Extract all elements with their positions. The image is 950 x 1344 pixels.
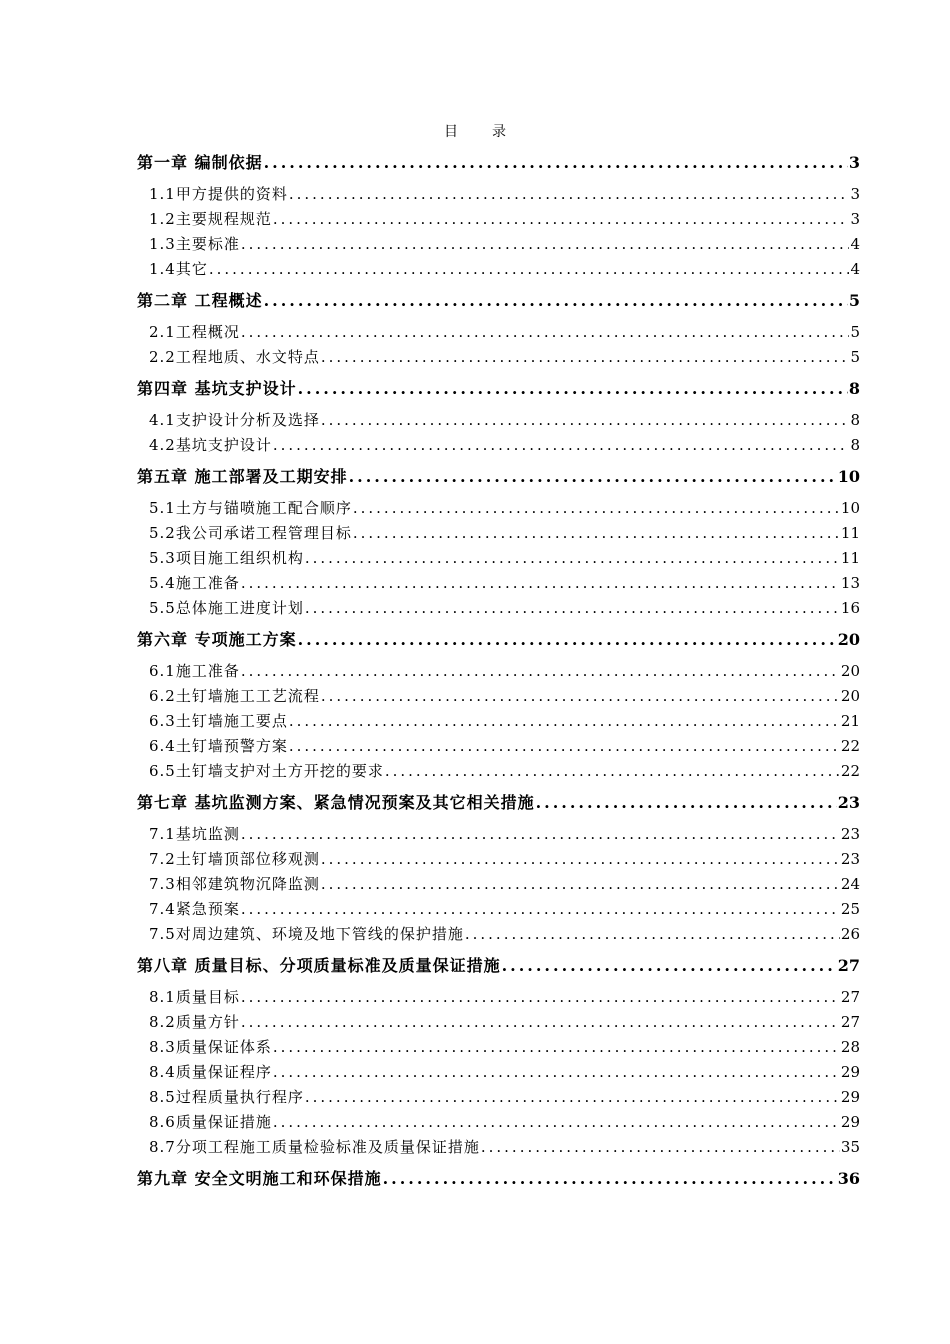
toc-section-entry[interactable]	[137, 1035, 860, 1060]
toc-section-entry[interactable]	[137, 521, 860, 546]
toc-page-number: 23	[837, 793, 860, 812]
toc-leader-dots	[289, 709, 840, 734]
toc-leader-dots	[289, 734, 840, 759]
toc-entry-label: 第二章 工程概述	[137, 291, 263, 310]
toc-section-entry[interactable]	[137, 408, 860, 433]
toc-entry-label: 6.3土钉墙施工要点	[149, 712, 288, 730]
toc-leader-dots	[321, 345, 850, 370]
toc-section-entry[interactable]	[137, 207, 860, 232]
toc-leader-dots	[241, 571, 840, 596]
toc-page-number: 22	[840, 762, 860, 780]
toc-entry-label: 1.4其它	[149, 260, 208, 278]
toc-section-entry[interactable]	[137, 897, 860, 922]
toc-section-entry[interactable]	[137, 345, 860, 370]
toc-chapter-entry[interactable]	[137, 462, 860, 496]
toc-page-number: 8	[850, 436, 860, 454]
toc-entry-label: 8.3质量保证体系	[149, 1038, 272, 1056]
toc-entry-label: 6.5土钉墙支护对土方开挖的要求	[149, 762, 384, 780]
toc-page-number: 29	[840, 1063, 860, 1081]
toc-page-number: 29	[840, 1088, 860, 1106]
toc-leader-dots	[465, 922, 840, 947]
toc-page-number: 21	[840, 712, 860, 730]
toc-section-entry[interactable]	[137, 1060, 860, 1085]
toc-entry-label: 第四章 基坑支护设计	[137, 379, 297, 398]
toc-leader-dots	[241, 320, 850, 345]
toc-section-entry[interactable]	[137, 433, 860, 458]
toc-entry-label: 5.5总体施工进度计划	[149, 599, 304, 617]
toc-entry-label: 8.6质量保证措施	[149, 1113, 272, 1131]
toc-page-number: 10	[837, 467, 860, 486]
toc-page-number: 35	[840, 1138, 860, 1156]
toc-leader-dots	[502, 951, 837, 981]
toc-leader-dots	[273, 207, 850, 232]
toc-leader-dots	[264, 286, 848, 316]
toc-leader-dots	[298, 625, 837, 655]
toc-chapter-entry[interactable]	[137, 286, 860, 320]
toc-page-number: 26	[840, 925, 860, 943]
toc-leader-dots	[241, 822, 840, 847]
toc-leader-dots	[305, 596, 840, 621]
toc-section-entry[interactable]	[137, 182, 860, 207]
toc-section-entry[interactable]	[137, 684, 860, 709]
toc-chapter-entry[interactable]	[137, 625, 860, 659]
toc-entry-label: 6.2土钉墙施工工艺流程	[149, 687, 320, 705]
toc-entry-label: 第九章 安全文明施工和环保措施	[137, 1169, 382, 1188]
toc-leader-dots	[353, 521, 840, 546]
toc-section-entry[interactable]	[137, 659, 860, 684]
toc-entry-label: 7.5对周边建筑、环境及地下管线的保护措施	[149, 925, 464, 943]
toc-page-number: 20	[840, 662, 860, 680]
toc-page-number: 5	[850, 323, 860, 341]
toc-leader-dots	[273, 433, 850, 458]
table-of-contents	[137, 148, 860, 1198]
toc-page-number: 13	[840, 574, 860, 592]
toc-section-entry[interactable]	[137, 596, 860, 621]
toc-page-number: 23	[840, 825, 860, 843]
toc-section-entry[interactable]	[137, 1010, 860, 1035]
toc-entry-label: 5.2我公司承诺工程管理目标	[149, 524, 352, 542]
toc-entry-label: 1.1甲方提供的资料	[149, 185, 288, 203]
toc-page-number: 23	[840, 850, 860, 868]
toc-page-number: 27	[837, 956, 860, 975]
toc-leader-dots	[305, 1085, 840, 1110]
toc-page-number: 20	[840, 687, 860, 705]
toc-section-entry[interactable]	[137, 709, 860, 734]
toc-page-number: 5	[848, 291, 860, 310]
toc-section-entry[interactable]	[137, 985, 860, 1010]
toc-page-number: 8	[850, 411, 860, 429]
toc-entry-label: 第六章 专项施工方案	[137, 630, 297, 649]
toc-leader-dots	[273, 1035, 840, 1060]
toc-entry-label: 4.1支护设计分析及选择	[149, 411, 320, 429]
toc-leader-dots	[321, 684, 840, 709]
toc-page-number: 28	[840, 1038, 860, 1056]
toc-entry-label: 7.3相邻建筑物沉降监测	[149, 875, 320, 893]
toc-section-entry[interactable]	[137, 822, 860, 847]
toc-title	[0, 121, 950, 141]
toc-entry-label: 7.2土钉墙顶部位移观测	[149, 850, 320, 868]
toc-section-entry[interactable]	[137, 496, 860, 521]
toc-leader-dots	[385, 759, 840, 784]
toc-title-char-1: 目	[444, 124, 458, 140]
toc-leader-dots	[241, 659, 840, 684]
toc-page-number: 5	[850, 348, 860, 366]
toc-page-number: 36	[837, 1169, 860, 1188]
toc-leader-dots	[273, 1110, 840, 1135]
toc-entry-label: 5.4施工准备	[149, 574, 240, 592]
toc-section-entry[interactable]	[137, 1110, 860, 1135]
toc-page-number: 8	[848, 379, 860, 398]
toc-entry-label: 1.2主要规程规范	[149, 210, 272, 228]
toc-leader-dots	[383, 1164, 837, 1194]
toc-chapter-entry[interactable]	[137, 788, 860, 822]
toc-page-number: 11	[840, 524, 860, 542]
toc-leader-dots	[289, 182, 850, 207]
toc-entry-label: 8.4质量保证程序	[149, 1063, 272, 1081]
toc-title-char-2: 录	[492, 124, 506, 140]
toc-section-entry[interactable]	[137, 232, 860, 257]
toc-page-number: 11	[840, 549, 860, 567]
toc-entry-label: 7.1基坑监测	[149, 825, 240, 843]
toc-page-number: 16	[840, 599, 860, 617]
toc-entry-label: 第五章 施工部署及工期安排	[137, 467, 348, 486]
toc-entry-label: 6.4土钉墙预警方案	[149, 737, 288, 755]
toc-section-entry[interactable]	[137, 872, 860, 897]
toc-entry-label: 4.2基坑支护设计	[149, 436, 272, 454]
toc-leader-dots	[264, 148, 848, 178]
toc-leader-dots	[481, 1135, 840, 1160]
toc-leader-dots	[305, 546, 840, 571]
toc-page-number: 24	[840, 875, 860, 893]
toc-leader-dots	[241, 985, 840, 1010]
toc-leader-dots	[273, 1060, 840, 1085]
toc-page-number: 3	[850, 210, 860, 228]
toc-chapter-entry[interactable]	[137, 374, 860, 408]
toc-section-entry[interactable]	[137, 1085, 860, 1110]
toc-section-entry[interactable]	[137, 847, 860, 872]
toc-leader-dots	[241, 897, 840, 922]
toc-page-number: 4	[850, 260, 860, 278]
toc-entry-label: 2.2工程地质、水文特点	[149, 348, 320, 366]
toc-page-number: 3	[850, 185, 860, 203]
toc-entry-label: 5.1土方与锚喷施工配合顺序	[149, 499, 352, 517]
toc-chapter-entry[interactable]	[137, 148, 860, 182]
toc-section-entry[interactable]	[137, 759, 860, 784]
toc-page-number: 3	[848, 153, 860, 172]
toc-chapter-entry[interactable]	[137, 1164, 860, 1198]
toc-entry-label: 5.3项目施工组织机构	[149, 549, 304, 567]
toc-section-entry[interactable]	[137, 257, 860, 282]
toc-page-number: 25	[840, 900, 860, 918]
toc-leader-dots	[349, 462, 837, 492]
toc-leader-dots	[209, 257, 850, 282]
toc-section-entry[interactable]	[137, 734, 860, 759]
toc-entry-label: 8.1质量目标	[149, 988, 240, 1006]
toc-entry-label: 8.5过程质量执行程序	[149, 1088, 304, 1106]
toc-entry-label: 第七章 基坑监测方案、紧急情况预案及其它相关措施	[137, 793, 535, 812]
toc-section-entry[interactable]	[137, 571, 860, 596]
toc-entry-label: 1.3主要标准	[149, 235, 240, 253]
toc-leader-dots	[241, 1010, 840, 1035]
toc-leader-dots	[321, 872, 840, 897]
toc-page-number: 27	[840, 1013, 860, 1031]
toc-page-number: 27	[840, 988, 860, 1006]
toc-page-number: 10	[840, 499, 860, 517]
toc-page-number: 29	[840, 1113, 860, 1131]
toc-page-number: 22	[840, 737, 860, 755]
toc-leader-dots	[241, 232, 850, 257]
toc-section-entry[interactable]	[137, 320, 860, 345]
toc-page-number: 20	[837, 630, 860, 649]
toc-leader-dots	[321, 408, 850, 433]
toc-entry-label: 7.4紧急预案	[149, 900, 240, 918]
toc-leader-dots	[353, 496, 840, 521]
toc-chapter-entry[interactable]	[137, 951, 860, 985]
toc-entry-label: 第八章 质量目标、分项质量标准及质量保证措施	[137, 956, 501, 975]
toc-section-entry[interactable]	[137, 1135, 860, 1160]
toc-leader-dots	[321, 847, 840, 872]
toc-entry-label: 第一章 编制依据	[137, 153, 263, 172]
toc-leader-dots	[536, 788, 837, 818]
toc-section-entry[interactable]	[137, 922, 860, 947]
toc-section-entry[interactable]	[137, 546, 860, 571]
toc-entry-label: 6.1施工准备	[149, 662, 240, 680]
toc-entry-label: 8.2质量方针	[149, 1013, 240, 1031]
toc-entry-label: 8.7分项工程施工质量检验标准及质量保证措施	[149, 1138, 480, 1156]
toc-entry-label: 2.1工程概况	[149, 323, 240, 341]
toc-leader-dots	[298, 374, 848, 404]
toc-page-number: 4	[850, 235, 860, 253]
